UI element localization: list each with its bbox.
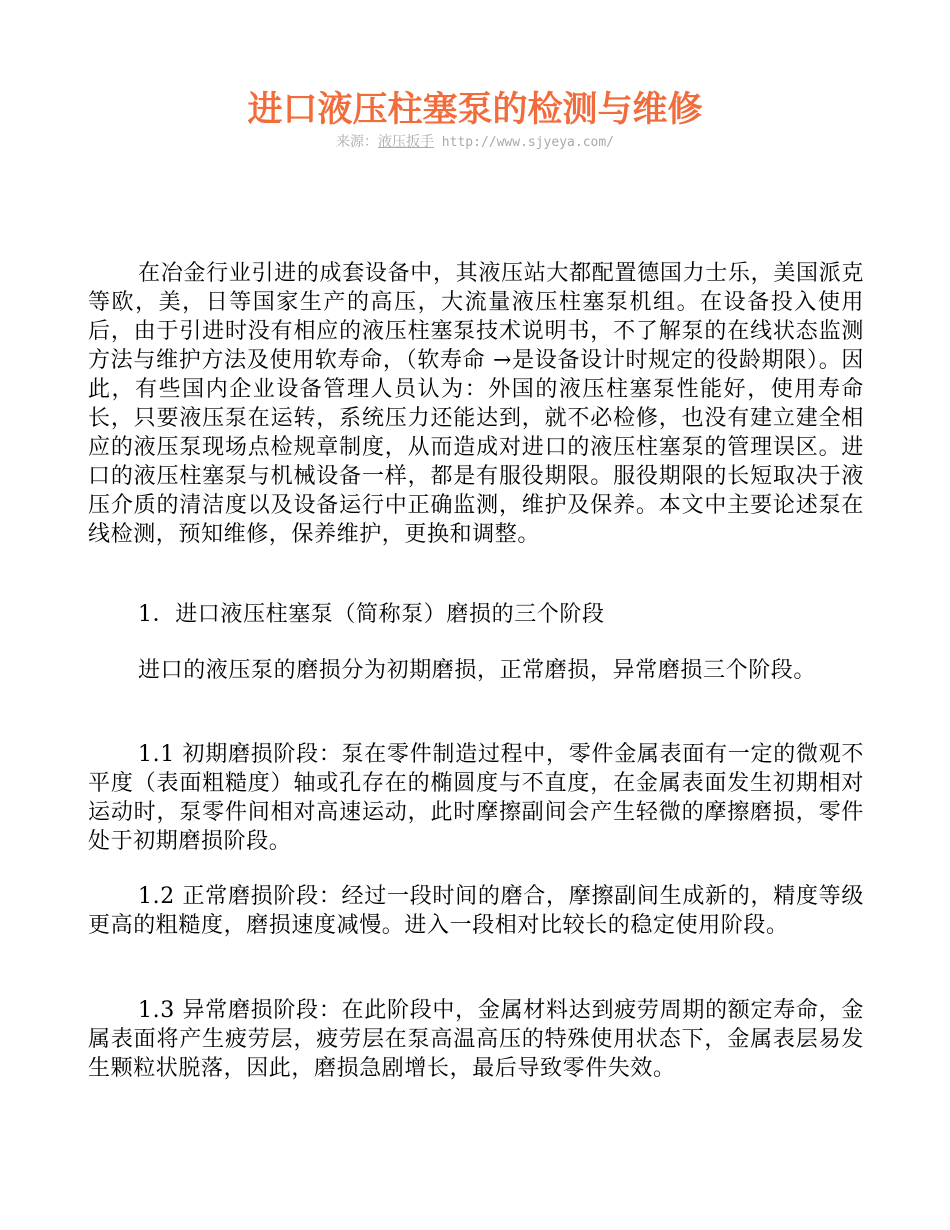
section-summary-1: 进口的液压泵的磨损分为初期磨损，正常磨损，异常磨损三个阶段。 <box>138 658 817 683</box>
source-line <box>0 132 950 153</box>
source-link[interactable]: 液压扳手 <box>377 134 434 150</box>
stage-1-2-paragraph: 1.2 正常磨损阶段：经过一段时间的磨合，摩擦副间生成新的，精度等级更高的粗糙度，磨损速度减慢。进入一段相对比较长的稳定使用阶段。 <box>88 884 864 938</box>
source-url: http://www.sjyeya.com/ <box>433 135 614 150</box>
section-heading-1: 1．进口液压柱塞泵（简称泵）磨损的三个阶段 <box>138 602 605 627</box>
intro-paragraph: 在冶金行业引进的成套设备中，其液压站大都配置德国力士乐，美国派克等欧，美，日等国家生产的高压，大流量液压柱塞泵机组。在设备投入使用后，由于引进时没有相应的液压柱塞泵技术说明书，不了解泵的在线状态监测方法与维护方法及使用软寿命，（软寿命 →是设备设计时规定的役龄期限）。因此，有些国内企业设备管理人员认为：外国的液压柱塞泵性能好，使用寿命长，只要液压泵在运转，系统压力还能达到，就不必检修，也没有建立建全相应的液压泵现场点检规章制度，从而造成对进口的液压柱塞泵的管理误区。进口的液压柱塞泵与机械设备一样，都是有服役期限。服役期限的长短取决于液压介质的清洁度以及设备运行中正确监测，维护及保养。本文中主要论述泵在线检测，预知维修，保养维护，更换和调整。 <box>88 261 864 547</box>
source-label: 来源： <box>335 134 378 150</box>
document-title: 进口液压柱塞泵的检测与维修 <box>247 89 703 130</box>
stage-1-1-paragraph: 1.1 初期磨损阶段：泵在零件制造过程中，零件金属表面有一定的微观不平度（表面粗糙度）轴或孔存在的椭圆度与不直度，在金属表面发生初期相对运动时，泵零件间相对高速运动，此时摩擦副间会产生轻微的摩擦磨损，零件处于初期磨损阶段。 <box>88 742 864 854</box>
stage-1-3-paragraph: 1.3 异常磨损阶段：在此阶段中，金属材料达到疲劳周期的额定寿命，金属表面将产生疲劳层，疲劳层在泵高温高压的特殊使用状态下，金属表层易发生颗粒状脱落，因此，磨损急剧增长，最后导致零件失效。 <box>88 998 864 1081</box>
